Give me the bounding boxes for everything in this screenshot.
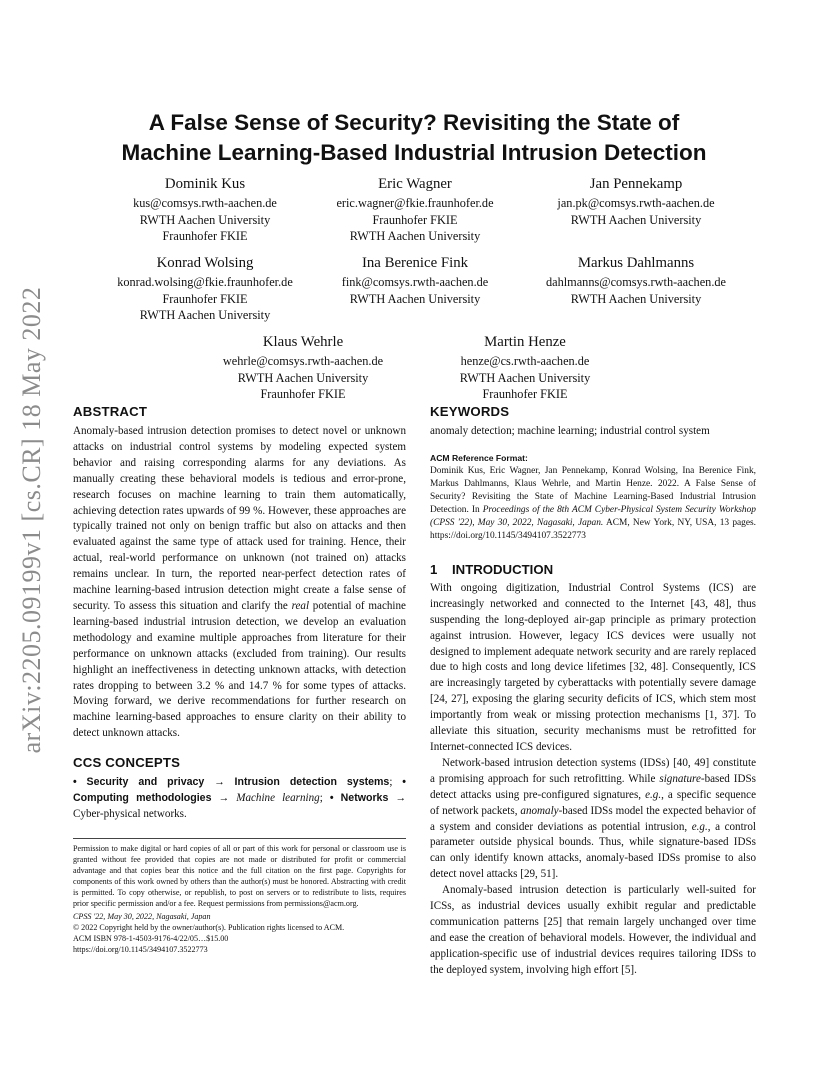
ccs-bullet: • (329, 792, 334, 805)
author-affiliation: Fraunhofer FKIE (482, 387, 568, 401)
keywords-text: anomaly detection; machine learning; industrial control system (430, 425, 710, 437)
author-name: Eric Wagner (378, 176, 452, 192)
author-email: fink@comsys.rwth-aachen.de (341, 275, 489, 289)
author-block (305, 254, 525, 307)
abstract-text-part: potential of machine learning-based industrial intrusion detection, we develop an evaluation methodology and examine multiple approaches from literature for their performance on unknown attacks (excluded from training). Our results highlight an ineffectiveness in detecting unknown attacks, with detection rates dropping to between 3.2 % and 14.7 % for some types of attacks. Moving forward, we derive recommendations for further research on machine learning-based approaches to ensure clarity on their ability to detect unknown attacks. (73, 599, 406, 740)
doi-line: https://doi.org/10.1145/3494107.3522773 (73, 945, 208, 954)
ccs-bullet: • (402, 776, 406, 789)
author-affiliation: RWTH Aachen University (459, 370, 591, 385)
author-affiliation: RWTH Aachen University (237, 370, 369, 385)
acm-reference-heading: ACM Reference Format: (430, 452, 528, 463)
ccs-arrow: → (395, 792, 407, 805)
arxiv-stamp (18, 280, 46, 760)
author-name: Jan Pennekamp (589, 176, 683, 192)
title-line-1: A False Sense of Security? Revisiting the State of (148, 110, 680, 135)
ccs-bullet: • (73, 776, 77, 789)
author-name: Martin Henze (484, 334, 566, 350)
author-name: Klaus Wehrle (262, 334, 344, 350)
intro-text-part: Network-based intrusion detection systems (IDSs) [40, 49] constitute a promising approach for such retrofitting. While (430, 756, 756, 785)
left-column (73, 404, 406, 823)
ccs-concept: Networks (340, 792, 389, 805)
author-name: Dominik Kus (164, 176, 246, 192)
author-block (193, 333, 413, 403)
ccs-arrow: → (214, 776, 225, 789)
author-email: kus@comsys.rwth-aachen.de (133, 196, 277, 210)
author-affiliation: RWTH Aachen University (570, 212, 702, 227)
author-email: konrad.wolsing@fkie.fraunhofer.de (117, 275, 293, 289)
author-name: Konrad Wolsing (156, 255, 254, 271)
ccs-concept: Machine learning (236, 792, 320, 805)
acm-reference-part: Dominik Kus, Eric Wagner, Jan Pennekamp, Konrad Wolsing, Ina Berenice Fink, Markus Dahlmanns, Klaus Wehrle, and Martin Henze. 2022. A False Sense of Security? Revisiting the State of Machine Learning-Based Industrial Intrusion Detection. In (430, 465, 756, 515)
paper-title (70, 108, 758, 168)
author-block (415, 333, 635, 403)
ccs-concept: Computing methodologies (73, 792, 212, 805)
author-affiliation: Fraunhofer FKIE (260, 387, 346, 401)
ccs-arrow: → (218, 792, 230, 805)
author-email: jan.pk@comsys.rwth-aachen.de (557, 196, 715, 210)
author-affiliation: RWTH Aachen University (349, 291, 481, 306)
intro-emphasis: e.g. (645, 788, 662, 801)
intro-paragraph (430, 756, 756, 883)
section-number: 1 (430, 561, 438, 577)
abstract-heading: ABSTRACT (73, 404, 148, 419)
ccs-concept: Intrusion detection systems (234, 776, 390, 789)
intro-text-part: , a specific sequence of network packets, (430, 788, 757, 817)
author-block (95, 175, 315, 245)
introduction-section (430, 562, 756, 979)
permission-footnote (73, 838, 406, 955)
author-email: wehrle@comsys.rwth-aachen.de (222, 354, 384, 368)
abstract-text-part: Anomaly-based intrusion detection promises to detect novel or unknown attacks on industrial control systems by modeling expected system behavior and raising corresponding alarms for any deviations. As manually creating these behavioral models is tedious and error-prone, research focuses on machine learning to train them automatically, achieving detection rates upwards of 99 %. However, these approaches are typically trained not only on benign traffic but also on attacks and then evaluated against the same type of attack used for training. Hence, their actual, real-world performance on unknown (not trained on) attacks remains unclear. In turn, the reported near-perfect detection rates of machine learning-based intrusion detection might create a false sense of security. To assess this situation and clarify the (73, 425, 406, 612)
author-block (526, 175, 746, 228)
author-name: Markus Dahlmanns (577, 255, 695, 271)
intro-emphasis: anomaly (520, 804, 559, 817)
author-block (305, 175, 525, 245)
ccs-sep: ; (319, 792, 323, 805)
author-affiliation: Fraunhofer FKIE (372, 212, 458, 227)
author-affiliation: Fraunhofer FKIE (162, 229, 248, 243)
author-name: Ina Berenice Fink (361, 255, 468, 271)
acm-reference (430, 453, 756, 543)
ccs-concepts (73, 775, 406, 823)
author-email: dahlmanns@comsys.rwth-aachen.de (545, 275, 726, 289)
author-affiliation: Fraunhofer FKIE (162, 291, 248, 306)
abstract-emphasis: real (291, 599, 310, 612)
arxiv-stamp-text: arXiv:2205.09199v1 [cs.CR] 18 May 2022 (17, 286, 46, 754)
isbn-line: ACM ISBN 978-1-4503-9176-4/22/05…$15.00 (73, 934, 229, 943)
copyright-line: © 2022 Copyright held by the owner/author(s). Publication rights licensed to ACM. (73, 923, 345, 932)
intro-emphasis: e.g. (691, 820, 708, 833)
ccs-heading: CCS CONCEPTS (73, 755, 181, 771)
ccs-concept: Security and privacy (86, 776, 205, 789)
intro-text-part: , a control parameter outside physical bounds. Thus, while signature-based IDSs can only identify known attacks, anomaly-based IDSs promise to also detect novel attacks [29, 51]. (430, 820, 756, 881)
author-email: eric.wagner@fkie.fraunhofer.de (336, 196, 494, 210)
author-block (83, 254, 327, 324)
author-affiliation: RWTH Aachen University (349, 229, 481, 243)
abstract-text (73, 424, 406, 742)
acm-reference-venue: Proceedings of the 8th ACM Cyber-Physical System Security Workshop (CPSS '22), May 30, 2022, Nagasaki, Japan. (430, 504, 756, 528)
author-affiliation: RWTH Aachen University (139, 212, 271, 227)
author-affiliation: RWTH Aachen University (570, 291, 702, 306)
acm-reference-text (430, 465, 756, 543)
author-email: henze@cs.rwth-aachen.de (460, 354, 590, 368)
acm-reference-part: ACM, New York, NY, USA, 13 pages. https://doi.org/10.1145/3494107.3522773 (430, 517, 757, 541)
ccs-sep: ; (389, 776, 393, 789)
right-column (430, 404, 756, 979)
intro-paragraph: Anomaly-based intrusion detection is particularly well-suited for ICSs, as industrial devices usually exhibit regular and predictable communication patterns [25] that remain largely unchanged over time and ease the creation of behavioral models. However, the individual and application-specific use of industrial devices requires tailoring IDSs to the deployed system, involving high effort [5]. (430, 884, 756, 976)
author-block (516, 254, 756, 307)
intro-emphasis: signature (659, 772, 701, 785)
introduction-heading (430, 562, 756, 577)
author-affiliation: RWTH Aachen University (139, 308, 271, 322)
keywords-heading: KEYWORDS (430, 404, 510, 419)
ccs-concept: Cyber-physical networks. (73, 807, 187, 820)
title-line-2: Machine Learning-Based Industrial Intrusion Detection (121, 140, 707, 165)
conference-line: CPSS '22, May 30, 2022, Nagasaki, Japan (73, 912, 211, 921)
intro-text-part: -based IDSs detect attacks using pre-configured signatures, (430, 772, 756, 801)
intro-text-part: -based IDSs model the expected behavior of a system and consider deviations as potential intrusion, (430, 804, 757, 833)
section-title: INTRODUCTION (452, 561, 554, 577)
intro-paragraph: With ongoing digitization, Industrial Control Systems (ICS) are increasingly networked and connected to the Internet [43, 48], thus suspending the long-deployed air-gap principle as primary protection against intrusion. However, legacy ICS devices were usually not designed to implement adequate network security and are rarely replaced due to high costs and long device lifetimes [32, 48]. Consequently, ICS are increasingly targeted by cyberattacks with potentially severe damage [24, 27], exposing the glaring security deficits of ICS, which stem most importantly from weak or missing protection mechanisms [1, 37]. To alleviate this situation, security mechanisms must be retrofitted for Internet-connected ICS devices. (430, 581, 756, 753)
permission-text: Permission to make digital or hard copies of all or part of this work for personal or classroom use is granted without fee provided that copies are not made or distributed for profit or commercial advantage and that copies bear this notice and the full citation on the first page. Copyrights for components of this work owned by others than the author(s) must be honored. Abstracting with credit is permitted. To copy otherwise, or republish, to post on servers or to redistribute to lists, requires prior specific permission and/or a fee. Request permissions from permissions@acm.org. (73, 844, 406, 908)
